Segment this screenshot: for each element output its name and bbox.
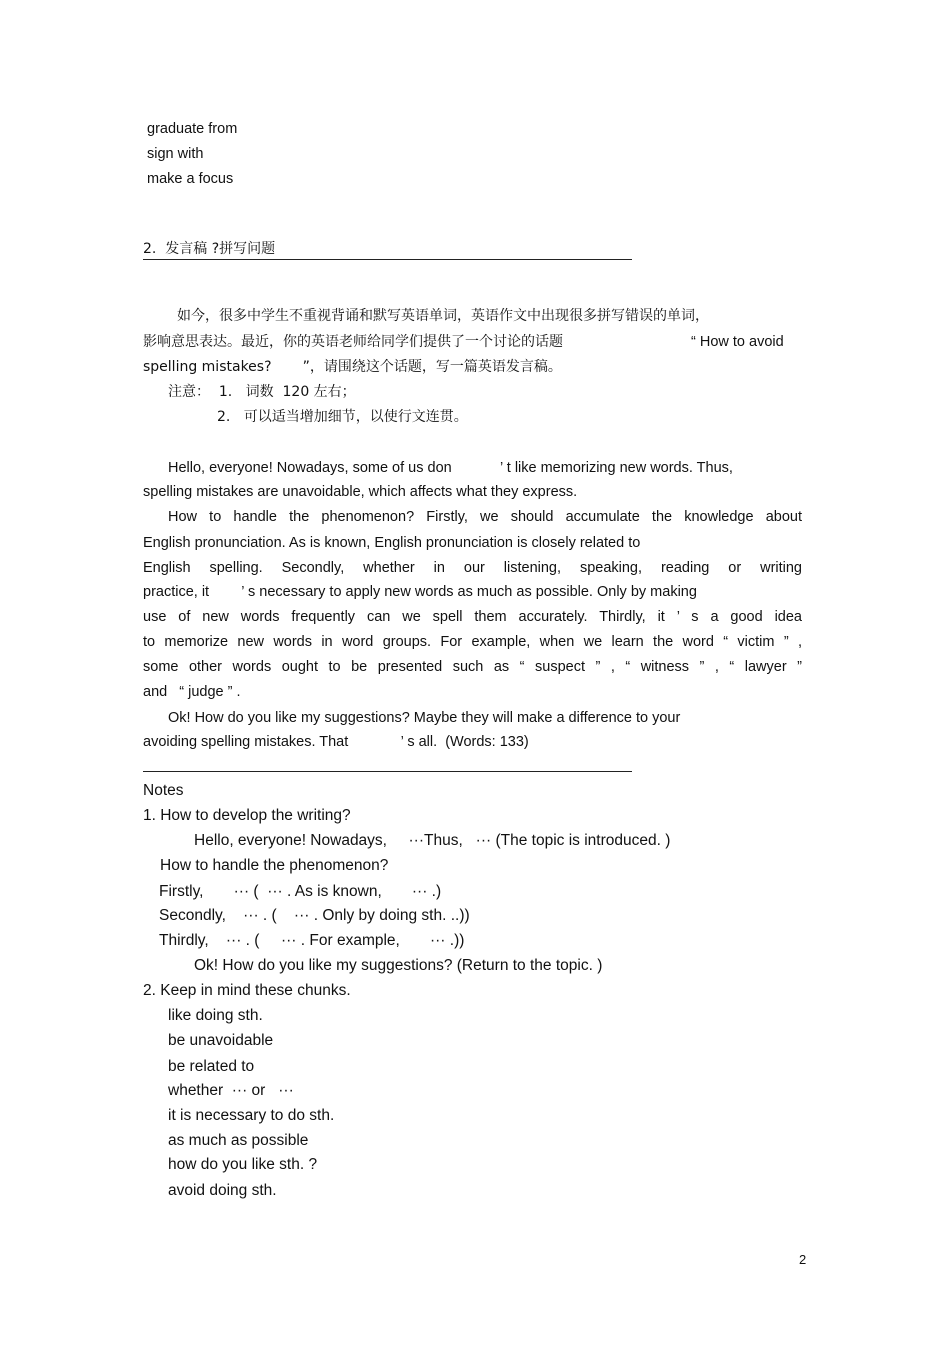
- heading-underline: [143, 259, 632, 260]
- notes-line-firstly: Firstly, ··· ( ··· . As is known, ··· .): [159, 883, 442, 900]
- prompt-note-2: 2. 可以适当增加细节，以使行文连贯。: [217, 409, 468, 425]
- essay-line-5: English spelling. Secondly, whether in our listening, speaking, reading or writing: [143, 560, 802, 576]
- page-number: 2: [799, 1252, 807, 1267]
- phrase-graduate-from: graduate from: [147, 121, 238, 137]
- chunk-item: be related to: [168, 1058, 255, 1075]
- notes-line-conclusion: Ok! How do you like my suggestions? (Return to the topic. ): [194, 957, 603, 974]
- notes-line-intro: Hello, everyone! Nowadays, ···Thus, ··· (The topic is introduced. ): [194, 832, 671, 849]
- prompt-note-1: 注意： 1. 词数 120 左右；: [168, 384, 356, 400]
- essay-line-8: to memorize new words in word groups. For example, when we learn the word “ victim ” ,: [143, 634, 802, 650]
- chunk-item: how do you like sth. ?: [168, 1156, 318, 1173]
- section-heading: 2. 发言稿 ?拼写问题: [143, 241, 276, 257]
- essay-line-12: avoiding spelling mistakes. That ’ s all. (Words: 133): [143, 734, 529, 750]
- notes-line-secondly: Secondly, ··· . ( ··· . Only by doing sth. ..)): [159, 907, 470, 924]
- phrase-sign-with: sign with: [147, 146, 204, 162]
- essay-line-7: use of new words frequently can we spell them accurately. Thirdly, it ’ s a good idea: [143, 609, 802, 625]
- chunk-item: as much as possible: [168, 1132, 309, 1149]
- essay-line-3: How to handle the phenomenon? Firstly, we should accumulate the knowledge about: [168, 509, 802, 525]
- essay-line-9: some other words ought to be presented such as “ suspect ” , “ witness ” , “ lawyer ”: [143, 659, 802, 675]
- prompt-topic-quote: “ How to avoid: [691, 334, 784, 350]
- essay-line-10: and “ judge ” .: [143, 684, 241, 700]
- prompt-line-3: spelling mistakes? ”，请围绕这个话题，写一篇英语发言稿。: [143, 359, 562, 375]
- chunk-item: whether ··· or ···: [168, 1082, 294, 1099]
- essay-line-11: Ok! How do you like my suggestions? Maybe they will make a difference to your: [168, 710, 681, 726]
- notes-heading-1: 1. How to develop the writing?: [143, 807, 351, 824]
- notes-heading-2: 2. Keep in mind these chunks.: [143, 982, 351, 999]
- chunk-item: be unavoidable: [168, 1032, 274, 1049]
- notes-divider: [143, 771, 632, 772]
- chunk-item: like doing sth.: [168, 1007, 263, 1024]
- chunk-item: avoid doing sth.: [168, 1182, 277, 1199]
- chunk-item: it is necessary to do sth.: [168, 1107, 335, 1124]
- prompt-line-2: 影响意思表达。最近，你的英语老师给同学们提供了一个讨论的话题: [143, 334, 563, 350]
- essay-line-1: Hello, everyone! Nowadays, some of us don ’ t like memorizing new words. Thus,: [168, 460, 733, 476]
- essay-line-4: English pronunciation. As is known, English pronunciation is closely related to: [143, 535, 641, 551]
- essay-line-6: practice, it ’ s necessary to apply new words as much as possible. Only by making: [143, 584, 697, 600]
- notes-line-thirdly: Thirdly, ··· . ( ··· . For example, ··· .)): [159, 932, 465, 949]
- prompt-line-1: 如今，很多中学生不重视背诵和默写英语单词，英语作文中出现很多拼写错误的单词，: [177, 308, 709, 324]
- phrase-make-a-focus: make a focus: [147, 171, 234, 187]
- notes-title: Notes: [143, 782, 184, 799]
- notes-line-handle: How to handle the phenomenon?: [160, 857, 389, 874]
- essay-line-2: spelling mistakes are unavoidable, which affects what they express.: [143, 484, 578, 500]
